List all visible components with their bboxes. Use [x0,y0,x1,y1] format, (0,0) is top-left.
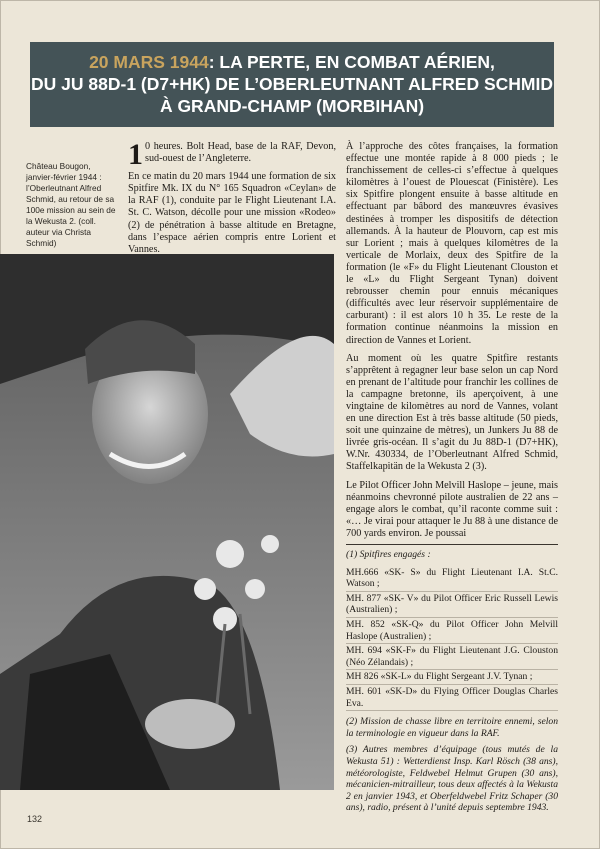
list-item: MH.666 «SK- S» du Flight Lieutenant I.A. St.C. Watson ; [346,566,558,592]
footnote-rule [346,544,558,545]
footnote-2: (2) Mission de chasse libre en territoire ennemi, selon la terminologie en vigueur dans la RAF. [346,716,558,739]
photo-caption: Château Bougon, janvier-février 1944 : l’Oberleutnant Alfred Schmid, au retour de sa 100e mission au sein de la Wekusta 2. (coll. auteur via Christa Schmid) [26,161,116,248]
list-item: MH 826 «SK-L» du Flight Sergeant J.V. Tynan ; [346,670,558,685]
title-date: 20 MARS 1944 [89,52,209,72]
footnote-3: (3) Autres membres d’équipage (tous mutés de la Wekusta 51) : Wetterdienst Insp. Karl Rösch (38 ans), météorologiste, Feldwebel Helmut Grupen (30 ans), mécanicien-mitrailleur, tous deux affectés à la Wekusta 2 en janvier 1943, et Oberfeldwebel Fritz Schaper (30 ans), radio, présent à l’unité depuis septembre 1943. [346,744,558,814]
list-item: MH. 694 «SK-F» du Flight Lieutenant J.G. Clouston (Néo Zélandais) ; [346,644,558,670]
title-line2: DU JU 88D-1 (D7+HK) DE L’OBERLEUTNANT ALFRED SCHMID [31,74,553,94]
footnote-1-list [346,566,558,712]
drop-cap: 1 [128,138,143,171]
page-number: 132 [27,814,43,824]
list-item: MH. 877 «SK- V» du Pilot Officer Eric Russell Lewis (Australien) ; [346,592,558,618]
title-line3: À GRAND-CHAMP (MORBIHAN) [159,96,425,116]
paragraph: Le Pilot Officer John Melvill Haslope – jeune, mais néanmoins chevronné pilote australien de 22 ans – engage alors le combat, qu’il raconte comme suit : «… Je virai pour attaquer le Ju 88 à une distance de 700 yards environ. Je poussai [346,479,558,539]
paragraph: 0 heures. Bolt Head, base de la RAF, Devon, sud-ouest de l’Angleterre. [145,141,336,165]
footnote-1-title: (1) Spitfires engagés : [346,549,431,560]
portrait-photo [0,254,334,790]
paragraph: En ce matin du 20 mars 1944 une formation de six Spitfire Mk. IX du N° 165 Squadron «Ceylan» de la RAF (1), conduite par le Flight Lieutenant I.A. St. C. Watson, décolle pour une mission «Rodeo» (2) de pénétration à basse altitude en Bretagne, dans l’espace aérien compris entre Lorient et Vannes. [128,171,336,255]
paragraph: Au moment où les quatre Spitfire restants s’apprêtent à regagner leur base selon un cap Nord en prenant de l’altitude pour franchir les collines de la campagne bretonne, ils aperçoivent, à une vingtaine de kilomètres au nord de Vannes, volant en une direction Est à très basse altitude (50 pieds, soit une quinzaine de mètres), un Junkers Ju 88 de livrée gris-océan. Il s’agit du Ju 88D-1 (D7+HK), W.Nr. 430334, de l’Oberleutnant Alfred Schmid, Staffelkapitän de la Wekusta 2 (3). [346,352,558,473]
list-item: MH. 852 «SK-Q» du Pilot Officer John Melvill Haslope (Australien) ; [346,618,558,644]
list-item: MH. 601 «SK-D» du Flying Officer Douglas Charles Eva. [346,685,558,711]
column-right [346,141,558,546]
title-line1: : LA PERTE, EN COMBAT AÉRIEN, [208,52,495,72]
chapter-title [30,42,554,127]
footnotes [346,544,558,819]
column-left [128,138,336,262]
paragraph: À l’approche des côtes françaises, la formation effectue une montée rapide à 8 000 pieds ; le franchissement de celles-ci s’effectue à quelques kilomètres à l’ouest de Plouescat (Finistère). Les six Spitfire plongent ensuite à basse altitude en effectuant par bâbord des manœuvres évasives destinées à tromper les dispositifs de détection allemands. À la hauteur de Plouvorn, cap est mis sur Lorient ; mais à quelques kilomètres de la verticale de Morlaix, deux des Spitfire de la formation (le «F» du Flight Lieutenant Clouston et le «L» du Flight Sergeant Tynan) doivent rebrousser chemin pour ennuis mécaniques (difficultés avec leur réservoir supplémentaire de carburant) : il est alors 10 h 35. Le reste de la formation continue néanmoins la mission en direction de Vannes et Lorient. [346,141,558,346]
